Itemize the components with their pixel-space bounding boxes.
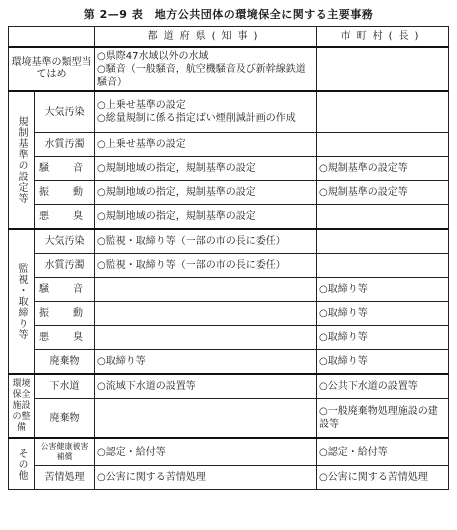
facilities-pref (95, 399, 317, 439)
monitoring-pref (95, 326, 317, 350)
monitoring-sub: 振 動 (35, 302, 95, 326)
regulation-label: 規制基準の設定等 (16, 116, 27, 204)
other-label: その他 (16, 447, 27, 481)
standards-muni (317, 47, 449, 91)
regulation-sub: 水質汚濁 (35, 133, 95, 157)
monitoring-pref: ○監視・取締り等（一部の市の長に委任） (95, 229, 317, 254)
monitoring-sub: 廃棄物 (35, 350, 95, 375)
other-row (9, 466, 449, 490)
monitoring-sub: 騒 音 (35, 278, 95, 302)
facilities-sub: 廃棄物 (35, 399, 95, 439)
regulation-sub: 振 動 (35, 181, 95, 205)
facilities-row (9, 399, 449, 439)
facilities-row (9, 374, 449, 399)
facilities-label: 環境保全施設の整備 (9, 374, 35, 438)
other-label-cell (9, 438, 35, 490)
table-title: 第 2—9 表 地方公共団体の環境保全に関する主要事務 (83, 8, 374, 21)
monitoring-row (9, 326, 449, 350)
other-muni: ○公害に関する苦情処理 (317, 466, 449, 490)
monitoring-muni: ○取締り等 (317, 302, 449, 326)
monitoring-row (9, 278, 449, 302)
header-municipal: 市町村(長) (317, 27, 449, 48)
monitoring-pref (95, 278, 317, 302)
other-pref: ○認定・給付等 (95, 438, 317, 466)
regulation-muni: ○規制基準の設定等 (317, 157, 449, 181)
standards-label: 環境基準の類型当てはめ (9, 47, 95, 91)
monitoring-sub: 水質汚濁 (35, 254, 95, 278)
regulation-muni (317, 133, 449, 157)
regulation-sub: 騒 音 (35, 157, 95, 181)
other-row (9, 438, 449, 466)
regulation-pref: ○上乗せ基準の設定 ○総量規制に係る指定ばい煙削減計画の作成 (95, 91, 317, 133)
monitoring-muni: ○取締り等 (317, 350, 449, 375)
regulation-row (9, 91, 449, 133)
monitoring-muni: ○取締り等 (317, 326, 449, 350)
other-sub: 公害健康被害補償 (35, 438, 95, 466)
monitoring-sub: 大気汚染 (35, 229, 95, 254)
monitoring-pref: ○監視・取締り等（一部の市の長に委任） (95, 254, 317, 278)
regulation-row (9, 133, 449, 157)
regulation-muni (317, 91, 449, 133)
regulation-sub: 悪 臭 (35, 205, 95, 230)
monitoring-pref: ○取締り等 (95, 350, 317, 375)
regulation-label-cell (9, 91, 35, 229)
header-blank (9, 27, 95, 48)
regulation-muni (317, 205, 449, 230)
facilities-muni: ○公共下水道の設置等 (317, 374, 449, 399)
regulation-pref: ○規制地域の指定，規制基準の設定 (95, 157, 317, 181)
monitoring-label: 監視・取締り等 (16, 263, 27, 340)
duties-table (8, 26, 449, 490)
facilities-sub: 下水道 (35, 374, 95, 399)
regulation-row (9, 157, 449, 181)
monitoring-row (9, 254, 449, 278)
monitoring-sub: 悪 臭 (35, 326, 95, 350)
regulation-sub: 大気汚染 (35, 91, 95, 133)
regulation-row (9, 205, 449, 230)
header-row (9, 27, 449, 48)
header-prefecture: 都道府県(知事) (95, 27, 317, 48)
monitoring-row (9, 350, 449, 375)
monitoring-row (9, 229, 449, 254)
other-muni: ○認定・給付等 (317, 438, 449, 466)
regulation-row (9, 181, 449, 205)
facilities-pref: ○流域下水道の設置等 (95, 374, 317, 399)
monitoring-muni (317, 229, 449, 254)
monitoring-row (9, 302, 449, 326)
monitoring-pref (95, 302, 317, 326)
regulation-pref: ○上乗せ基準の設定 (95, 133, 317, 157)
monitoring-muni: ○取締り等 (317, 278, 449, 302)
regulation-muni: ○規制基準の設定等 (317, 181, 449, 205)
other-pref: ○公害に関する苦情処理 (95, 466, 317, 490)
regulation-pref: ○規制地域の指定，規制基準の設定 (95, 205, 317, 230)
regulation-pref: ○規制地域の指定，規制基準の設定 (95, 181, 317, 205)
monitoring-label-cell (9, 229, 35, 374)
monitoring-muni (317, 254, 449, 278)
standards-row (9, 47, 449, 91)
standards-pref: ○県際47水域以外の水域 ○騒音（一般騒音，航空機騒音及び新幹線鉄道騒音） (95, 47, 317, 91)
facilities-muni: ○一般廃棄物処理施設の建設等 (317, 399, 449, 439)
other-sub: 苦情処理 (35, 466, 95, 490)
